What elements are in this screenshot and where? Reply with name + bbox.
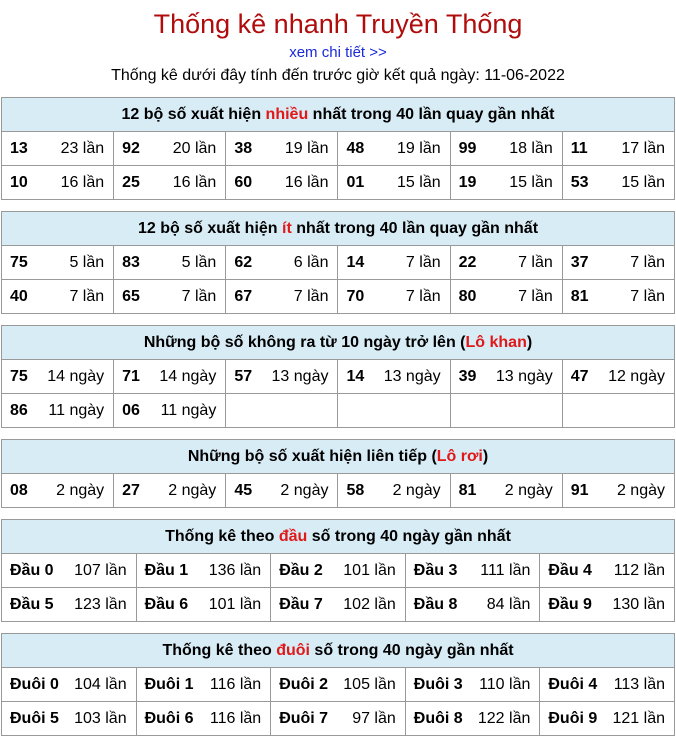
stat-value: 97 lần [352, 709, 396, 727]
page-title: Thống kê nhanh Truyền Thống [153, 9, 523, 39]
stat-value: 17 lần [621, 139, 665, 157]
stat-cell [338, 132, 450, 166]
stat-cell [2, 166, 114, 200]
stat-cell [562, 360, 674, 394]
stat-value: 130 lần [612, 595, 665, 613]
stats-tables [0, 97, 676, 736]
table-row [2, 668, 675, 702]
stat-value: 20 lần [172, 139, 217, 157]
table-row [2, 394, 675, 428]
stat-cell [136, 588, 271, 622]
date-line: Thống kê dưới đây tính đến trước giờ kết quả ngày: 11-06-2022 [111, 67, 565, 84]
stat-key: 10 [10, 173, 28, 191]
dau-stats-table [1, 519, 675, 622]
stat-key: Đầu 3 [413, 561, 458, 579]
stat-value: 16 lần [172, 173, 217, 191]
section-title: 12 bộ số xuất hiện ít nhất trong 40 lần quay gần nhất [2, 212, 675, 246]
stat-value: 7 lần [405, 287, 441, 305]
stat-value: 14 ngày [47, 367, 105, 385]
table-row [2, 554, 675, 588]
stat-cell [271, 702, 406, 736]
stat-key: 75 [10, 367, 28, 385]
stat-value: 84 lần [486, 595, 531, 613]
stat-cell [540, 588, 675, 622]
duoi-stats-table [1, 633, 675, 736]
stat-key: 99 [458, 139, 477, 157]
lo-roi-table [1, 439, 675, 508]
detail-link[interactable]: xem chi tiết >> [289, 44, 387, 61]
stat-key: 65 [122, 287, 140, 305]
stat-cell [114, 246, 226, 280]
stat-key: 81 [570, 287, 589, 305]
stat-key: 27 [122, 481, 140, 499]
stat-cell [226, 166, 338, 200]
stat-value: 14 ngày [159, 367, 217, 385]
stat-key: Đầu 8 [413, 595, 458, 613]
stat-cell [405, 702, 540, 736]
stat-value: 13 ngày [383, 367, 441, 385]
stat-cell [540, 554, 675, 588]
stat-value: 113 lần [613, 675, 665, 693]
stat-cell [226, 280, 338, 314]
stat-key: 80 [458, 287, 477, 305]
title-highlight: Lô khan [465, 333, 527, 351]
stat-cell [2, 702, 137, 736]
stat-value: 5 lần [69, 253, 105, 271]
page-header [0, 0, 676, 88]
stat-value: 7 lần [181, 287, 217, 305]
stat-cell [450, 280, 562, 314]
stat-value: 13 ngày [495, 367, 553, 385]
stat-key: 13 [10, 139, 28, 157]
stat-cell [226, 474, 338, 508]
stat-value: 123 lần [74, 595, 127, 613]
stat-key: 91 [570, 481, 589, 499]
stat-cell [2, 360, 114, 394]
stat-key: 71 [122, 367, 140, 385]
stat-value: 104 lần [74, 675, 127, 693]
stat-cell [2, 474, 114, 508]
least-frequent-table [1, 211, 675, 314]
stat-key: 67 [234, 287, 253, 305]
stat-cell [338, 280, 450, 314]
stat-value: 7 lần [630, 253, 665, 271]
stat-key: 37 [570, 253, 589, 271]
stat-cell [540, 702, 675, 736]
stat-cell [271, 588, 406, 622]
stat-key: Đầu 0 [10, 561, 54, 579]
stat-key: 01 [346, 173, 365, 191]
stat-value: 6 lần [293, 253, 329, 271]
table-row [2, 132, 675, 166]
table-row [2, 588, 675, 622]
stat-value: 105 lần [343, 675, 396, 693]
stat-key: Đuôi 3 [413, 675, 463, 693]
stat-cell [562, 280, 674, 314]
stat-key: Đuôi 7 [279, 709, 329, 727]
stat-cell [2, 554, 137, 588]
stat-key: 14 [346, 253, 365, 271]
stat-key: 47 [570, 367, 589, 385]
table-row [2, 280, 675, 314]
stat-cell [114, 280, 226, 314]
stat-value: 107 lần [74, 561, 127, 579]
stat-value: 16 lần [60, 173, 105, 191]
title-highlight: ít [282, 219, 292, 237]
stat-cell [450, 360, 562, 394]
stat-key: Đuôi 0 [10, 675, 59, 693]
stat-value: 103 lần [74, 709, 127, 727]
stat-cell [226, 360, 338, 394]
stat-cell [2, 588, 137, 622]
stat-value: 101 lần [343, 561, 396, 579]
stat-key: 62 [234, 253, 253, 271]
stat-key: 53 [570, 173, 589, 191]
stat-value: 136 lần [208, 561, 262, 579]
stat-key: 92 [122, 139, 140, 157]
stat-cell [2, 280, 114, 314]
title-highlight: đuôi [276, 641, 310, 659]
stat-value: 2 ngày [280, 481, 329, 499]
stat-value: 7 lần [518, 253, 553, 271]
stat-key: 60 [234, 173, 253, 191]
section-title: Thống kê theo đuôi số trong 40 ngày gần nhất [2, 634, 675, 668]
stat-value: 7 lần [405, 253, 441, 271]
stat-key: 58 [346, 481, 365, 499]
stat-key: Đuôi 9 [548, 709, 598, 727]
stat-key: Đuôi 1 [144, 675, 194, 693]
stat-value: 7 lần [518, 287, 553, 305]
stat-cell [540, 668, 675, 702]
stat-cell [405, 668, 540, 702]
stat-cell [338, 394, 450, 428]
section-title: Những bộ số xuất hiện liên tiếp (Lô rơi) [2, 440, 675, 474]
stat-key: 40 [10, 287, 28, 305]
table-row [2, 166, 675, 200]
stat-cell [562, 132, 674, 166]
stat-key: Đầu 9 [548, 595, 592, 613]
stat-cell [450, 246, 562, 280]
stat-key: 14 [346, 367, 365, 385]
stat-cell [114, 394, 226, 428]
stat-cell [136, 702, 271, 736]
stat-value: 7 lần [69, 287, 105, 305]
stat-value: 116 lần [209, 709, 262, 727]
stat-cell [562, 246, 674, 280]
stat-cell [562, 474, 674, 508]
stat-cell [271, 554, 406, 588]
title-highlight: nhiều [265, 105, 309, 123]
stat-key: 22 [458, 253, 477, 271]
stat-cell [2, 394, 114, 428]
stat-key: Đầu 6 [144, 595, 189, 613]
stat-cell [450, 166, 562, 200]
stat-cell [450, 474, 562, 508]
stat-key: 25 [122, 173, 140, 191]
stat-value: 122 lần [477, 709, 531, 727]
stat-cell [338, 166, 450, 200]
stat-value: 121 lần [612, 709, 665, 727]
stat-value: 7 lần [293, 287, 329, 305]
stat-value: 116 lần [209, 675, 262, 693]
stat-value: 19 lần [284, 139, 329, 157]
stat-value: 23 lần [60, 139, 105, 157]
stat-value: 18 lần [509, 139, 553, 157]
stat-key: Đuôi 8 [413, 709, 463, 727]
stat-cell [450, 394, 562, 428]
stat-key: 86 [10, 401, 28, 419]
stat-key: 81 [458, 481, 477, 499]
lo-khan-table [1, 325, 675, 428]
stat-key: Đuôi 6 [144, 709, 194, 727]
stat-value: 16 lần [284, 173, 329, 191]
stat-cell [338, 246, 450, 280]
stat-value: 13 ngày [271, 367, 329, 385]
stat-cell [226, 394, 338, 428]
section-title: Những bộ số không ra từ 10 ngày trở lên (Lô khan) [2, 326, 675, 360]
stat-value: 11 ngày [48, 401, 105, 419]
table-row [2, 474, 675, 508]
stat-key: 57 [234, 367, 253, 385]
stat-key: 75 [10, 253, 28, 271]
stat-cell [338, 360, 450, 394]
stat-cell [114, 474, 226, 508]
stat-key: 38 [234, 139, 253, 157]
stat-value: 2 ngày [504, 481, 553, 499]
stat-cell [2, 668, 137, 702]
stat-key: Đuôi 2 [279, 675, 329, 693]
stat-cell [338, 474, 450, 508]
stat-value: 110 lần [479, 675, 531, 693]
table-row [2, 702, 675, 736]
stat-value: 112 lần [613, 561, 665, 579]
stat-key: 45 [234, 481, 253, 499]
section-title: Thống kê theo đầu số trong 40 ngày gần nhất [2, 520, 675, 554]
stat-value: 2 ngày [56, 481, 105, 499]
stat-value: 19 lần [397, 139, 441, 157]
stat-value: 102 lần [343, 595, 396, 613]
stat-value: 2 ngày [168, 481, 217, 499]
title-highlight: đầu [278, 527, 308, 545]
stat-key: Đuôi 5 [10, 709, 59, 727]
stat-key: 19 [458, 173, 477, 191]
stat-key: Đầu 7 [279, 595, 323, 613]
stat-key: Đầu 2 [279, 561, 323, 579]
table-row [2, 360, 675, 394]
stat-key: Đuôi 4 [548, 675, 598, 693]
most-frequent-table [1, 97, 675, 200]
stat-cell [562, 166, 674, 200]
stat-value: 12 ngày [608, 367, 665, 385]
stat-key: Đầu 1 [144, 561, 189, 579]
stat-cell [562, 394, 674, 428]
title-highlight: Lô rơi [436, 447, 483, 465]
stat-key: Đầu 5 [10, 595, 54, 613]
stat-value: 15 lần [397, 173, 441, 191]
section-title: 12 bộ số xuất hiện nhiều nhất trong 40 lần quay gần nhất [2, 98, 675, 132]
stat-cell [114, 166, 226, 200]
stat-value: 101 lần [208, 595, 262, 613]
stat-key: 06 [122, 401, 140, 419]
stat-cell [450, 132, 562, 166]
stat-value: 15 lần [509, 173, 553, 191]
stat-cell [2, 132, 114, 166]
stat-cell [271, 668, 406, 702]
stat-key: 70 [346, 287, 365, 305]
stat-cell [136, 554, 271, 588]
stat-cell [2, 246, 114, 280]
stat-key: 08 [10, 481, 28, 499]
stat-value: 11 ngày [160, 401, 217, 419]
stat-value: 2 ngày [616, 481, 665, 499]
stat-key: 11 [570, 139, 588, 157]
stat-key: 83 [122, 253, 140, 271]
stat-value: 2 ngày [392, 481, 441, 499]
stat-cell [226, 132, 338, 166]
stat-cell [226, 246, 338, 280]
stat-cell [405, 554, 540, 588]
stat-value: 15 lần [621, 173, 665, 191]
stat-cell [114, 360, 226, 394]
stat-key: Đầu 4 [548, 561, 592, 579]
stat-key: 39 [458, 367, 477, 385]
stat-cell [136, 668, 271, 702]
stat-value: 111 lần [480, 561, 531, 579]
table-row [2, 246, 675, 280]
stat-cell [114, 132, 226, 166]
stat-value: 7 lần [630, 287, 665, 305]
stat-value: 5 lần [181, 253, 217, 271]
stat-cell [405, 588, 540, 622]
stat-key: 48 [346, 139, 365, 157]
